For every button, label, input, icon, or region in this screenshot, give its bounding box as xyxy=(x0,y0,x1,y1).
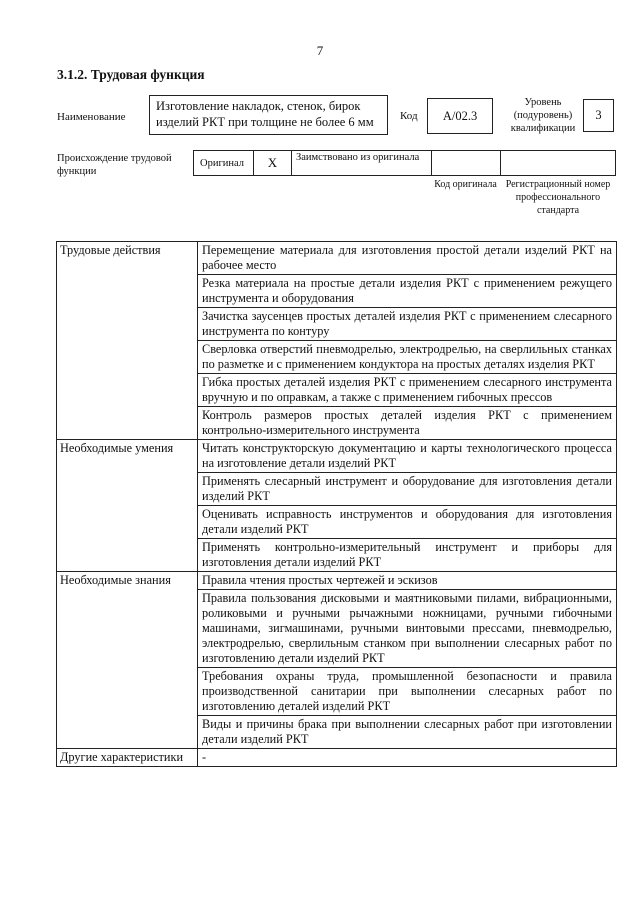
table-row xyxy=(57,572,617,590)
function-name-value: Изготовление накладок, стенок, бирок изделий РКТ при толщине не более 6 мм xyxy=(156,99,374,130)
row-heading: Другие характеристики xyxy=(57,749,198,767)
page-number: 7 xyxy=(316,43,324,58)
row-item: Резка материала на простые детали изделия РКТ с применением режущего инструмента и оборудования xyxy=(198,275,617,308)
level-label: Уровень (подуровень) квалификации xyxy=(510,97,576,135)
row-item: - xyxy=(198,749,617,767)
row-item: Контроль размеров простых деталей изделия РКТ с применением контрольно-измерительного инструмента xyxy=(198,407,617,440)
row-heading: Необходимые знания xyxy=(57,572,198,749)
code-box xyxy=(427,98,493,134)
code-value: А/02.3 xyxy=(442,108,478,123)
row-item: Зачистка заусенцев простых деталей изделия РКТ с применением слесарного инструмента по контуру xyxy=(198,308,617,341)
row-heading: Необходимые умения xyxy=(57,440,198,572)
original-mark: X xyxy=(254,151,292,175)
code-original-caption: Код оригинала xyxy=(434,179,497,190)
origin-label: Происхождение трудовой функции xyxy=(57,153,172,178)
row-item: Оценивать исправность инструментов и оборудования для изготовления детали изделий РКТ xyxy=(198,506,617,539)
table-row xyxy=(57,440,617,473)
row-item: Виды и причины брака при выполнении слесарных работ при изготовлении детали изделий РКТ xyxy=(198,716,617,749)
row-item: Применять контрольно-измерительный инструмент и приборы для изготовления детали изделий РКТ xyxy=(198,539,617,572)
code-original-cell xyxy=(432,151,501,175)
section-title: 3.1.2. Трудовая функция xyxy=(57,67,205,82)
row-item: Читать конструкторскую документацию и карты технологического процесса на изготовление детали изделий РКТ xyxy=(198,440,617,473)
table-row xyxy=(57,242,617,275)
row-item: Требования охраны труда, промышленной безопасности и правила производственной санитарии при выполнении слесарных работ по изготовлению деталей изделий РКТ xyxy=(198,668,617,716)
name-label: Наименование xyxy=(57,111,126,123)
borrowed-label: Заимствовано из оригинала xyxy=(292,151,432,175)
reg-number-cell xyxy=(501,151,615,175)
row-item: Правила пользования дисковыми и маятниковыми пилами, вибрационными, роликовыми и ручными рычажными ножницами, ручными гибочными машинами, зигмашинами, ручными винтовыми прессами, пневмодрелью, электродрелью, сверлильным станком при выполнении слесарных работ по изготовлению детали изделий РКТ xyxy=(198,590,617,668)
level-box xyxy=(583,99,614,132)
reg-number-caption: Регистрационный номер профессионального стандарта xyxy=(505,179,611,216)
code-label: Код xyxy=(400,110,418,122)
row-item: Перемещение материала для изготовления простой детали изделий РКТ на рабочее место xyxy=(198,242,617,275)
row-item: Применять слесарный инструмент и оборудование для изготовления детали изделий РКТ xyxy=(198,473,617,506)
original-label: Оригинал xyxy=(194,151,254,175)
origin-row xyxy=(193,150,616,176)
row-heading: Трудовые действия xyxy=(57,242,198,440)
row-item: Сверловка отверстий пневмодрелью, электродрелью, на сверлильных станках по разметке и с применением кондуктора на простых деталях изделия РКТ xyxy=(198,341,617,374)
level-value: 3 xyxy=(595,108,602,122)
row-item: Правила чтения простых чертежей и эскизов xyxy=(198,572,617,590)
function-details-table xyxy=(56,241,617,767)
row-item: Гибка простых деталей изделия РКТ с применением слесарного инструмента вручную и по оправкам, а также с применением гибочных прессов xyxy=(198,374,617,407)
table-row xyxy=(57,749,617,767)
function-name-box xyxy=(149,95,388,135)
